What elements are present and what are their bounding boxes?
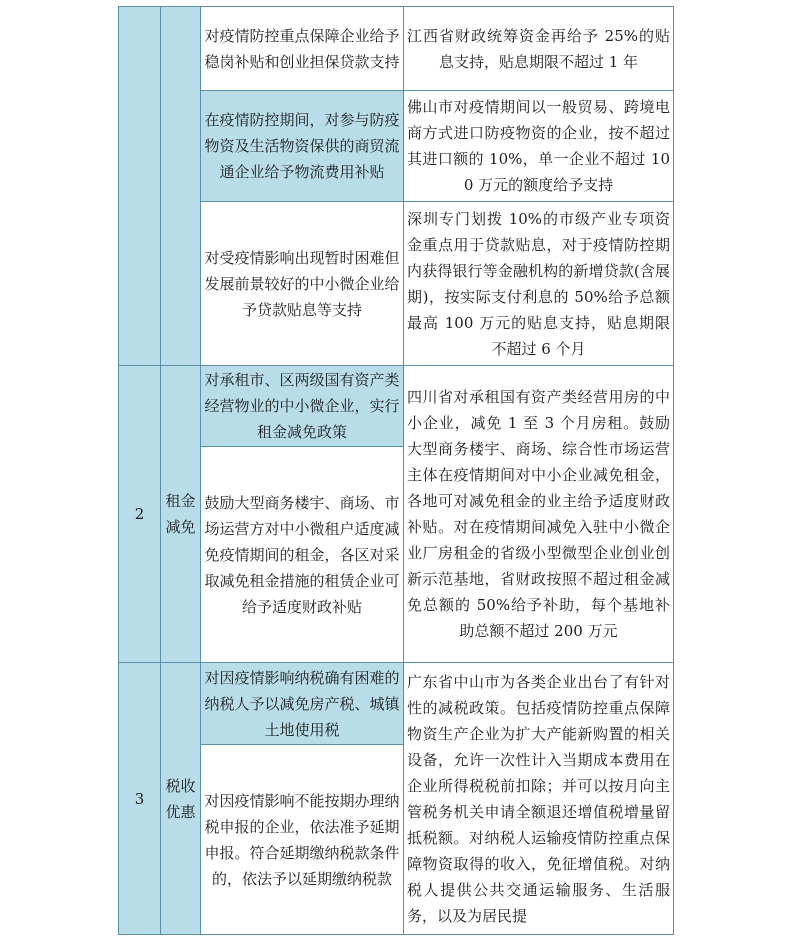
example-cell: 四川省对承租国有资产类经营用房的中小企业，减免 1 至 3 个月房租。鼓励大型商务楼宇、商场、综合性市场运营主体在疫情期间对中小企业减免租金，各地可对减免租金的业主给予适度财政补贴。对在疫情期间减免入驻中小微企业厂房租金的省级小型微型企业创业创新示范基地，省财政按照不超过租金减免总额的 50%给予补助，每个基地补助总额不超过 200 万元	[404, 366, 674, 663]
row-category: 税收优惠	[161, 663, 201, 935]
example-cell: 佛山市对疫情期间以一般贸易、跨境电商方式进口防疫物资的企业，按不超过其进口额的 10%，单一企业不超过 100 万元的额度给予支持	[404, 91, 674, 202]
policy-cell: 对承租市、区两级国有资产类经营物业的中小微企业，实行租金减免政策	[201, 366, 404, 447]
row-number: 2	[119, 366, 161, 663]
row-category: 租金减免	[161, 366, 201, 663]
policy-cell: 鼓励大型商务楼宇、商场、市场运营方对中小微租户适度减免疫情期间的租金，各区对采取减免租金措施的租赁企业可给予适度财政补贴	[201, 447, 404, 663]
table-row	[119, 202, 674, 366]
row-number	[119, 7, 161, 366]
table-row	[119, 366, 674, 447]
row-category	[161, 7, 201, 366]
example-cell: 深圳专门划拨 10%的市级产业专项资金重点用于贷款贴息，对于疫情防控期内获得银行等金融机构的新增贷款(含展期)，按实际支付利息的 50%给予总额最高 100 万元的贴息支持，贴息期限不超过 6 个月	[404, 202, 674, 366]
example-cell: 江西省财政统筹资金再给予 25%的贴息支持，贴息期限不超过 1 年	[404, 7, 674, 91]
row-number: 3	[119, 663, 161, 935]
example-cell: 广东省中山市为各类企业出台了有针对性的减税政策。包括疫情防控重点保障物资生产企业为扩大产能新购置的相关设备，允许一次性计入当期成本费用在企业所得税税前扣除；并可以按月向主管税务机关申请全额退还增值税增量留抵税额。对纳税人运输疫情防控重点保障物资取得的收入，免征增值税。对纳税人提供公共交通运输服务、生活服务，以及为居民提	[404, 663, 674, 935]
policy-cell: 对受疫情影响出现暂时困难但发展前景较好的中小微企业给予贷款贴息等支持	[201, 202, 404, 366]
table-row	[119, 663, 674, 745]
table-row	[119, 91, 674, 202]
policy-cell: 在疫情防控期间，对参与防疫物资及生活物资保供的商贸流通企业给予物流费用补贴	[201, 91, 404, 202]
policy-cell: 对疫情防控重点保障企业给予稳岗补贴和创业担保贷款支持	[201, 7, 404, 91]
policy-cell: 对因疫情影响纳税确有困难的纳税人予以减免房产税、城镇土地使用税	[201, 663, 404, 745]
policy-cell: 对因疫情影响不能按期办理纳税申报的企业，依法准予延期申报。符合延期缴纳税款条件的，依法予以延期缴纳税款	[201, 745, 404, 935]
table-row	[119, 7, 674, 91]
policy-table	[118, 6, 674, 935]
